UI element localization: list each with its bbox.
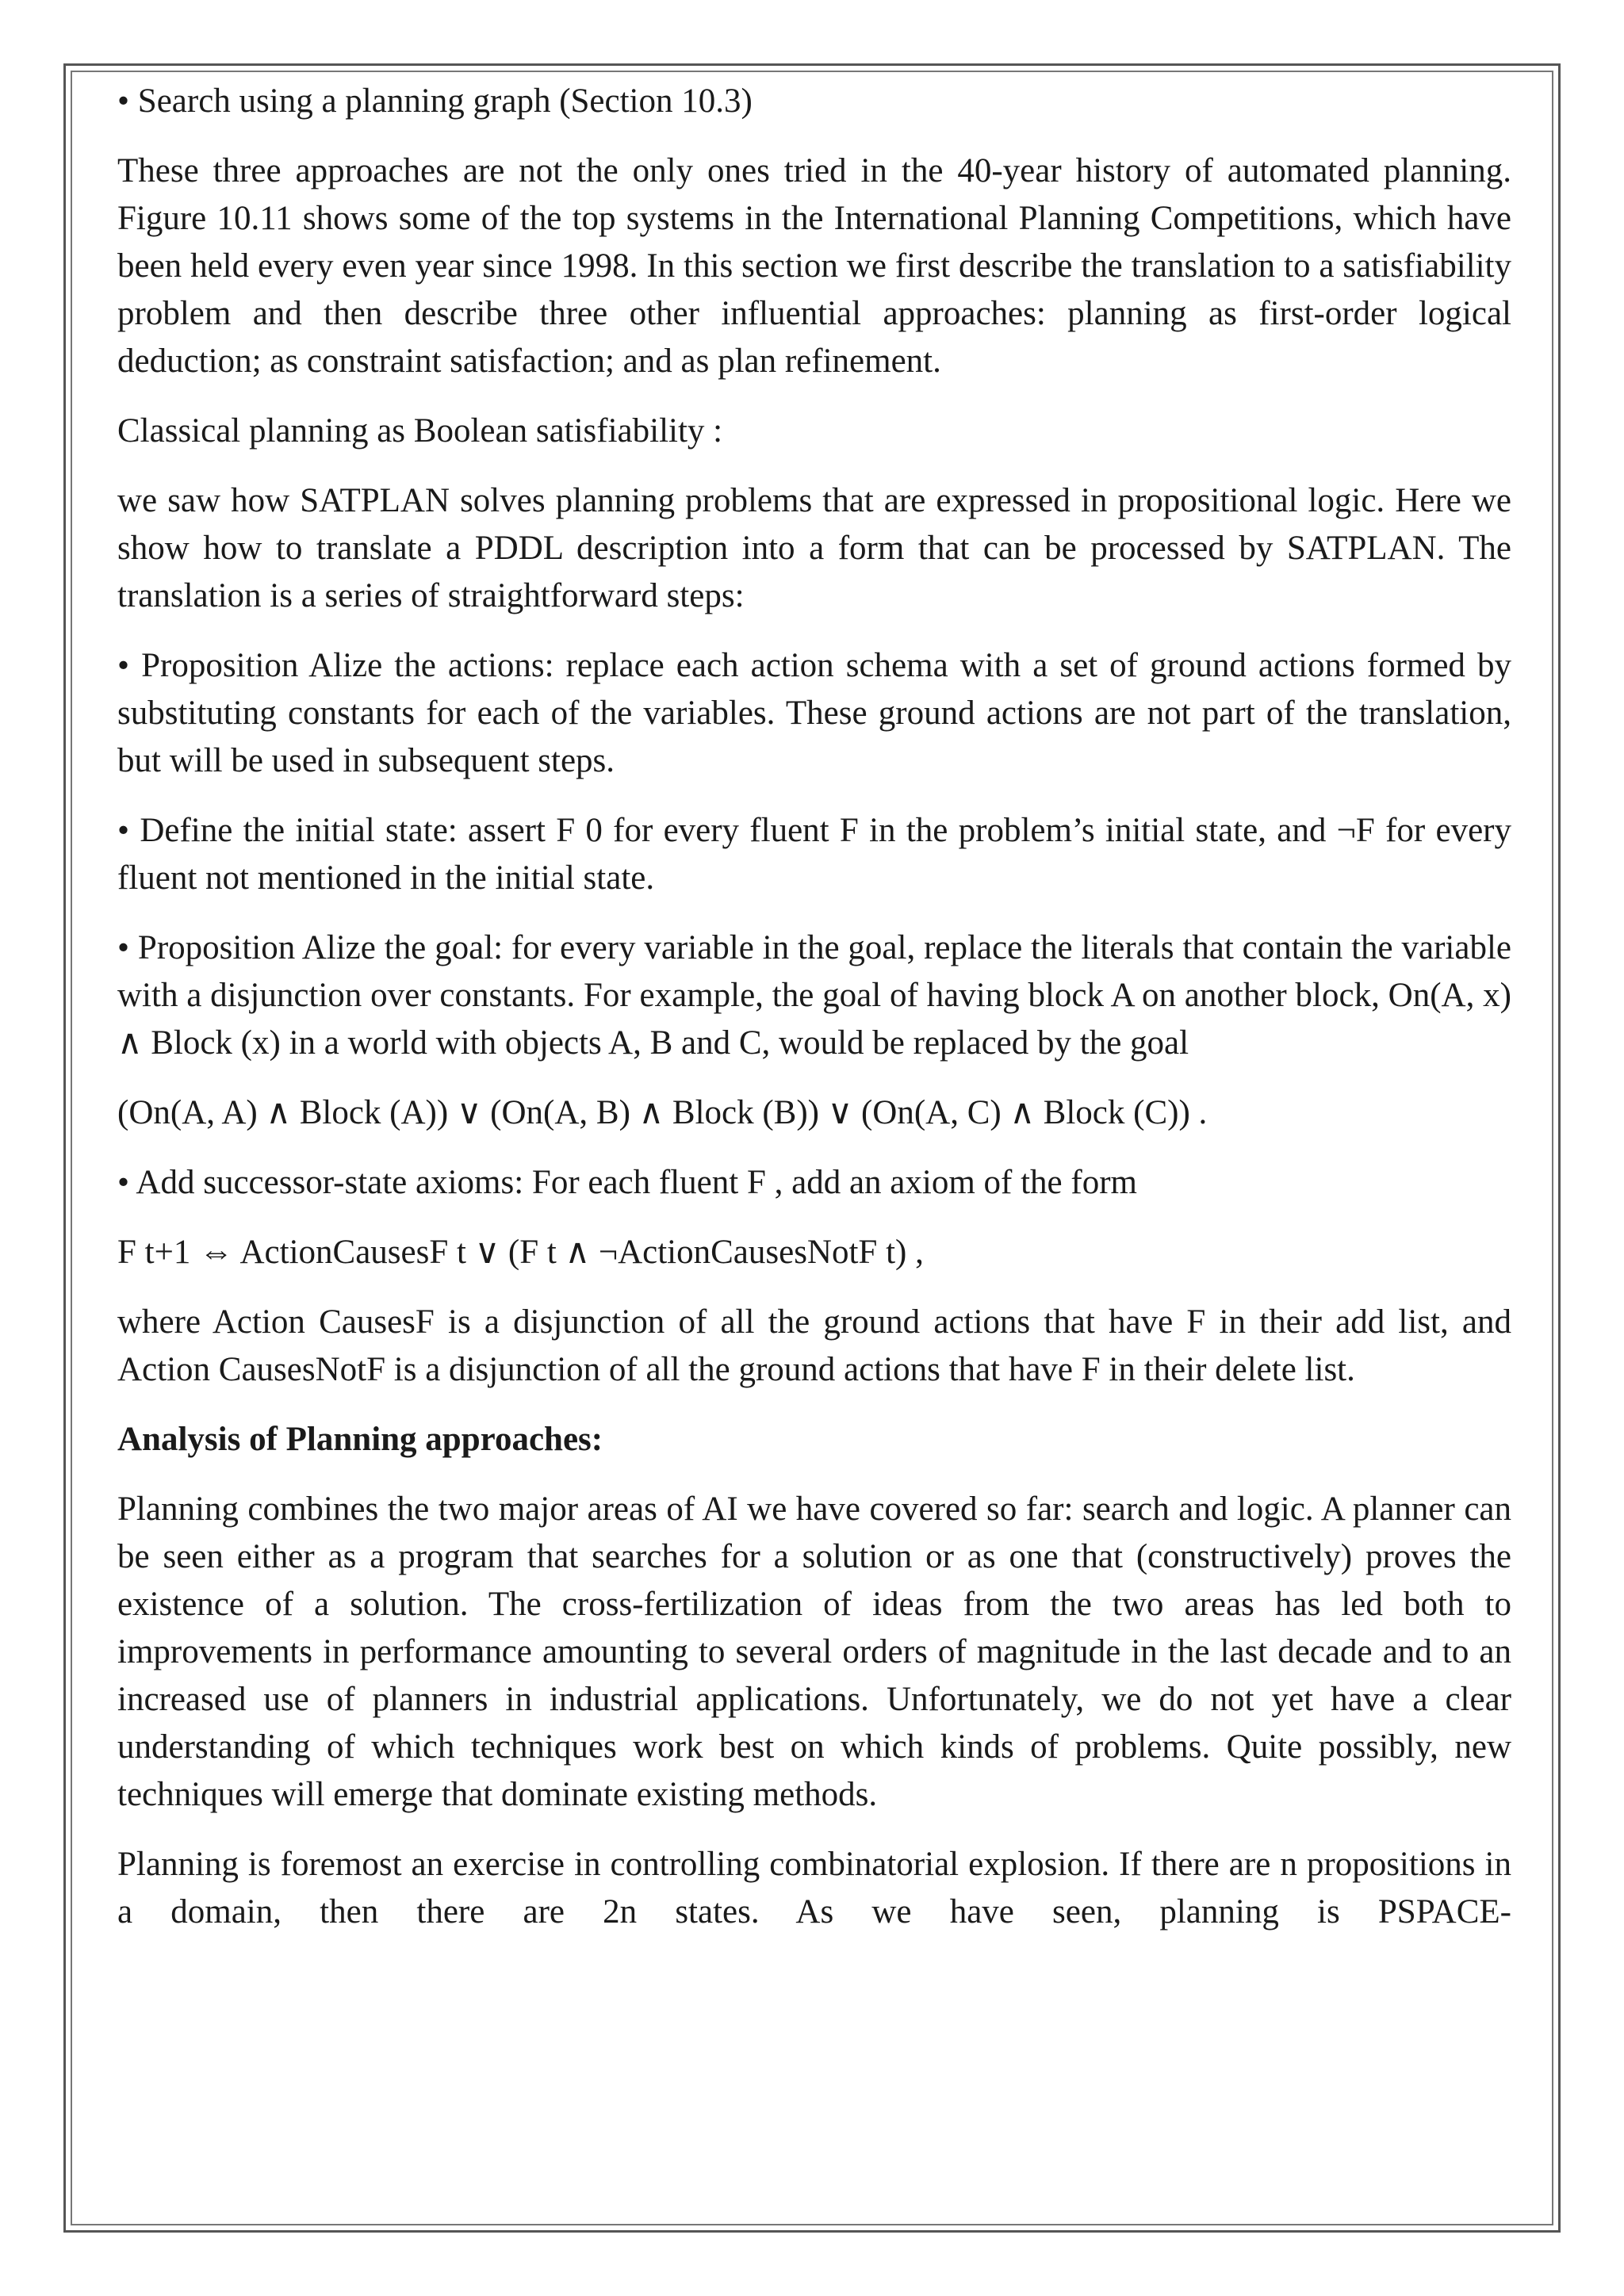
formula-goal-disjunction: (On(A, A) ∧ Block (A)) ∨ (On(A, B) ∧ Block (B)) ∨ (On(A, C) ∧ Block (C)) . bbox=[117, 1094, 1208, 1131]
bullet-propositionalize-goal: • Proposition Alize the goal: for every variable in the goal, replace the literals that contain the variable with a disjunction over constants. For example, the goal of having block A on another block, On(A, x) ∧ Block (x) in a world with objects A, B and C, would be replaced by the goal bbox=[117, 929, 1511, 1062]
heading-analysis-planning-approaches: Analysis of Planning approaches: bbox=[117, 1421, 603, 1458]
document-body bbox=[117, 78, 1511, 1958]
bullet-search-planning-graph: • Search using a planning graph (Section 10.3) bbox=[117, 82, 753, 120]
bullet-propositionalize-actions: • Proposition Alize the actions: replace each action schema with a set of ground actions formed by substituting constants for each of the variables. These ground actions are not part of the translation, but will be used in subsequent steps. bbox=[117, 647, 1511, 779]
bullet-successor-state-axioms: • Add successor-state axioms: For each fluent F , add an axiom of the form bbox=[117, 1164, 1137, 1201]
paragraph-action-causes: where Action CausesF is a disjunction of all the ground actions that have F in their add list, and Action CausesNotF is a disjunction of all the ground actions that have F in their delete list. bbox=[117, 1303, 1511, 1388]
paragraph-approaches-history: These three approaches are not the only ones tried in the 40-year history of automated planning. Figure 10.11 shows some of the top systems in the International Planning Competitions, which have been held every even year since 1998. In this section we first describe the translation to a satisfiability problem and then describe three other influential approaches: planning as first-order logical deduction; as constraint satisfaction; and as plan refinement. bbox=[117, 152, 1511, 380]
paragraph-planning-combines: Planning combines the two major areas of AI we have covered so far: search and logic. A planner can be seen either as a program that searches for a solution or as one that (constructively) proves the existence of a solution. The cross-fertilization of ideas from the two areas has led both to improvements in performance amounting to several orders of magnitude in the last decade and to an increased use of planners in industrial applications. Unfortunately, we do not yet have a clear understanding of which techniques work best on which kinds of problems. Quite possibly, new techniques will emerge that dominate existing methods. bbox=[117, 1490, 1511, 1813]
paragraph-satplan-translation: we saw how SATPLAN solves planning problems that are expressed in propositional logic. Here we show how to translate a PDDL description into a form that can be processed by SATPLAN. The translation is a series of straightforward steps: bbox=[117, 482, 1511, 614]
bullet-define-initial-state: • Define the initial state: assert F 0 for every fluent F in the problem’s initial state, and ¬F for every fluent not mentioned in the initial state. bbox=[117, 812, 1511, 897]
formula-successor-state-axiom: F t+1 ⇔ ActionCausesF t ∨ (F t ∧ ¬ActionCausesNotF t) , bbox=[117, 1234, 924, 1271]
paragraph-combinatorial-explosion: Planning is foremost an exercise in controlling combinatorial explosion. If there are n propositions in a domain, then there are 2n states. As we have seen, planning is PSPACE- bbox=[117, 1846, 1511, 1931]
section-title-classical-planning: Classical planning as Boolean satisfiability : bbox=[117, 412, 723, 450]
